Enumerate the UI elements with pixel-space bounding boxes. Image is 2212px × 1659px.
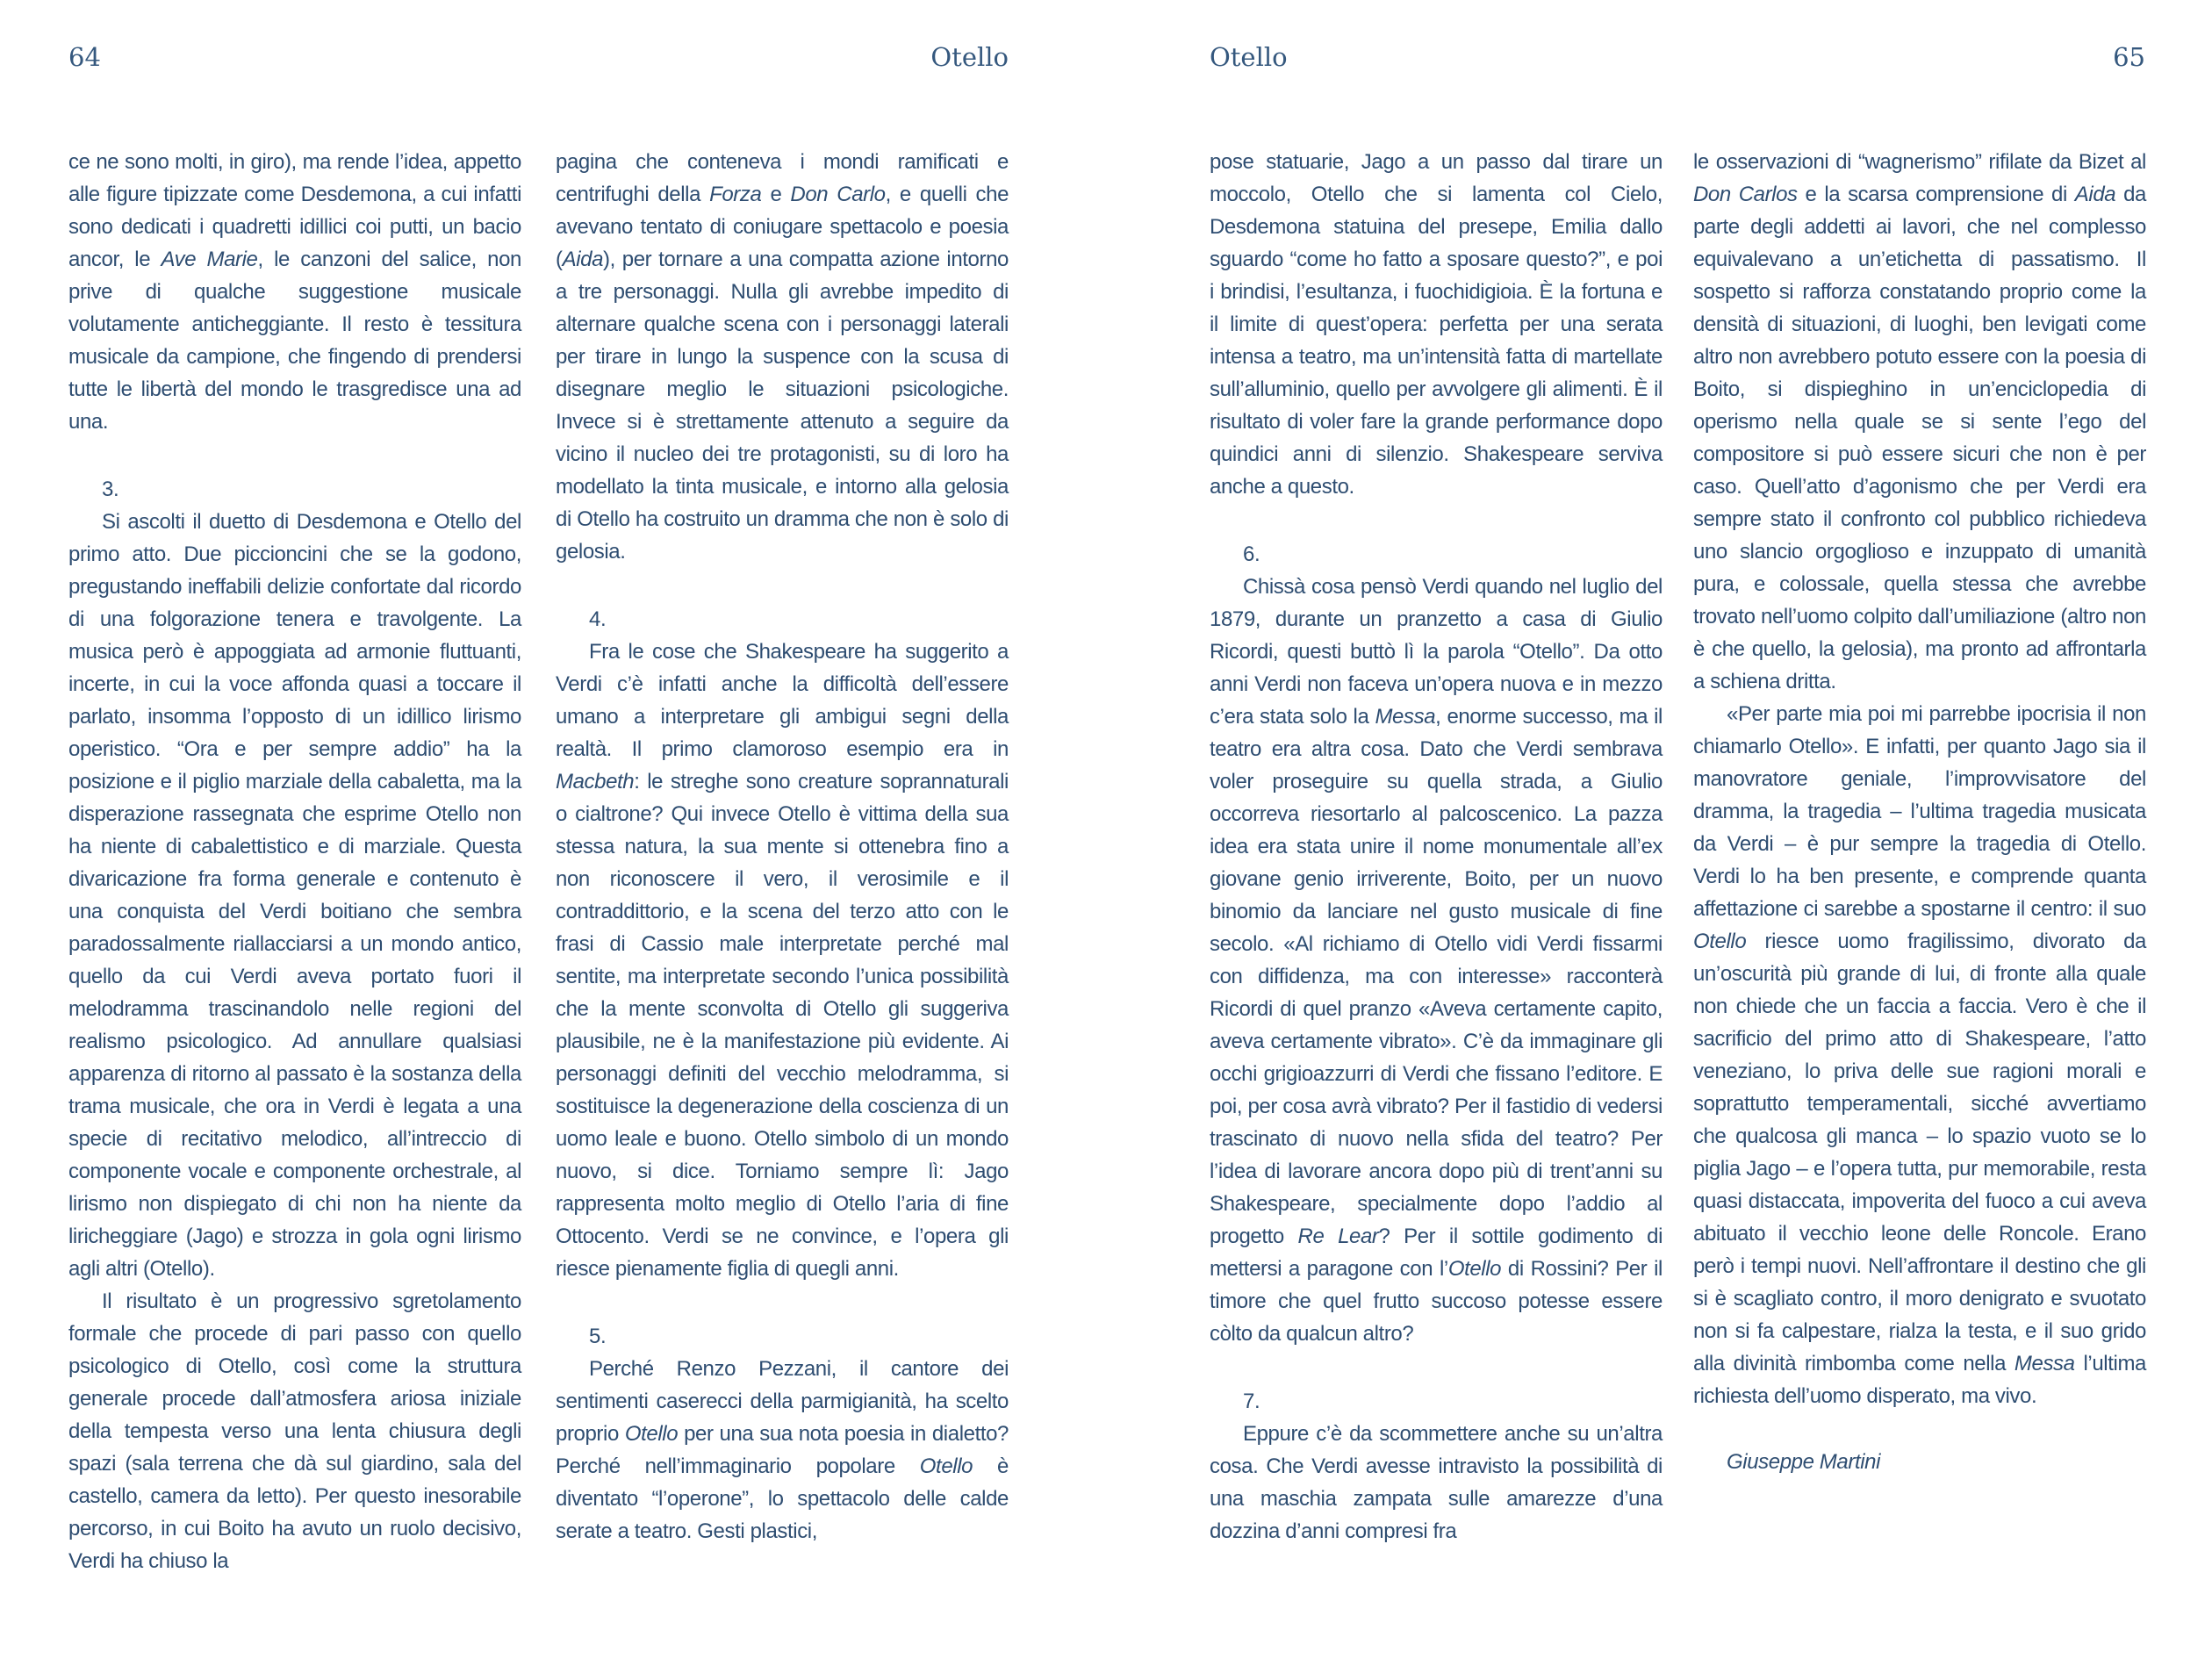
page-number-right: 65 [2113, 42, 2145, 72]
body-paragraph: pagina che conteneva i mondi ramificati e centrifughi della Forza e Don Carlo, e quelli che avevano tentato di coniugare spettacolo e poesia (Aida), per tornare a una compatta azione intorno a tre personaggi. Nulla gli avrebbe impedito di alternare qualche scena con i personaggi laterali per tirare in lungo la suspence con la scusa di disegnare meglio le situazioni psicologiche. Invece si è strettamente attenuto a seguire da vicino il nucleo dei tre protagonisti, su di loro ha modellato la tinta musicale, e intorno alla gelosia di Otello ha costruito un dramma che non è solo di gelosia. [556, 150, 1009, 564]
body-paragraph: Perché Renzo Pezzani, il cantore dei sentimenti caserecci della parmigianità, ha scelto proprio Otello per una sua nota poesia in dialetto? Perché nell’immaginario popolare Otello è diventato “l’operone”, lo spettacolo delle calde serate a teatro. Gesti plastici, [556, 1357, 1009, 1543]
body-paragraph: ce ne sono molti, in giro), ma rende l’idea, appetto alle figure tipizzate come Desdemona, a cui infatti sono dedicati i quadretti idillici coi putti, un bacio ancor, le Ave Marie, le canzoni del salice, non prive di qualche suggestione musicale volutamente anticheggiante. Il resto è tessitura musicale da campione, che fingendo di prendersi tutte le libertà del mondo le trasgredisce una ad una. [68, 150, 521, 434]
text-column-right-page-1 [1210, 146, 1663, 1548]
section-number: 7. [1243, 1390, 1260, 1413]
running-head-right: Otello [1210, 42, 1288, 72]
section-number: 5. [589, 1325, 607, 1348]
running-head-left: Otello [930, 42, 1009, 72]
page-number-left: 64 [68, 42, 101, 72]
body-paragraph: le osservazioni di “wagnerismo” rifilate da Bizet al Don Carlos e la scarsa comprensione di Aida da parte degli addetti ai lavori, che nel complesso equivalevano a un’etichetta di passatismo. Il sospetto si rafforza constatando proprio come la densità di situazioni, di luoghi, ben levigati come altro non avrebbero potuto essere con la poesia di Boito, si dispieghino in un’enciclopedia di operismo nella quale se si sente l’ego del compositore si può essere sicuri che non è per caso. Quell’atto d’agonismo che per Verdi era sempre stato il confronto col pubblico richiedeva uno slancio orgoglioso e inzuppato di umanità pura, e colossale, quella stessa che avrebbe trovato nell’uomo colpito dall’umiliazione (altro non è che quello, la gelosia), ma pronto ad affrontarla a schiena dritta. [1693, 150, 2146, 693]
body-paragraph: Si ascolti il duetto di Desdemona e Otello del primo atto. Due piccioncini che se la godono, pregustando ineffabili delizie confortate dal ricordo di una folgorazione tenera e travolgente. La musica però è appoggiata ad armonie fluttuanti, incerte, in cui la voce affonda quasi a toccare il parlato, insomma l’opposto di un idillico lirismo operistico. “Ora e per sempre addio” ha la posizione e il piglio marziale della cabaletta, ma la disperazione rassegnata che esprime Otello non ha niente di cabalettistico e di marziale. Questa divaricazione fra forma generale e contenuto è una conquista del Verdi boitiano che sembra paradossalmente riallacciarsi a un mondo antico, quello da cui Verdi aveva portato fuori il melodramma trascinandolo nelle regioni del realismo psicologico. Ad annullare qualsiasi apparenza di ritorno al passato è la sostanza della trama musicale, che ora in Verdi è legata a una specie di recitativo melodico, all’intreccio di componente vocale e componente orchestrale, al lirismo non dispiegato di chi non ha niente da liricheggiare (Jago) e strozza in gola ogni lirismo agli altri (Otello). [68, 510, 521, 1281]
body-paragraph: pose statuarie, Jago a un passo dal tirare un moccolo, Otello che si lamenta col Cielo, Desdemona statuina del presepe, Emilia dallo sguardo “come ho fatto a sposare questo?”, e poi i brindisi, l’esultanza, i fuochidigioia. È la fortuna e il limite di quest’opera: perfetta per una serata intensa a teatro, ma un’intensità fatta di martellate sull’alluminio, quello per avvolgere gli alimenti. È il risultato di voler fare la grande performance dopo quindici anni di silenzio. Shakespeare serviva anche a questo. [1210, 150, 1663, 499]
text-column-right-page-2 [1693, 146, 2146, 1478]
section-number: 3. [102, 478, 119, 501]
body-paragraph: Eppure c’è da scommettere anche su un’altra cosa. Che Verdi avesse intravisto la possibilità di una maschia zampata sulle amarezze d’una dozzina d’anni compresi fra [1210, 1422, 1663, 1543]
body-paragraph: Fra le cose che Shakespeare ha suggerito a Verdi c’è infatti anche la difficoltà dell’essere umano a interpretare gli ambigui segni della realtà. Il primo clamoroso esempio era in Macbeth: le streghe sono creature soprannaturali o cialtrone? Qui invece Otello è vittima della sua stessa natura, la sua mente si ottenebra fino a non riconoscere il vero, il verosimile e il contraddittorio, e la scena del terzo atto con le frasi di Cassio male interpretate perché mal sentite, ma interpretate secondo l’unica possibilità che la mente sconvolta di Otello gli suggeriva plausibile, ne è la manifestazione più evidente. Ai personaggi definiti del vecchio melodramma, si sostituisce la degenerazione della coscienza di un uomo leale e buono. Otello simbolo di un mondo nuovo, si dice. Torniamo sempre lì: Jago rappresenta molto meglio di Otello l’aria di fine Ottocento. Verdi se ne convince, e l’opera gli riesce pienamente figlia di quegli anni. [556, 640, 1009, 1281]
body-paragraph: Il risultato è un progressivo sgretolamento formale che procede di pari passo con quello psicologico di Otello, così come la struttura generale procede dall’atmosfera ariosa iniziale della tempesta verso una lenta chiusura degli spazi (sala terrena che dà sul giardino, sala del castello, camera da letto). Per questo inesorabile percorso, in cui Boito ha avuto un ruolo decisivo, Verdi ha chiuso la [68, 1289, 521, 1573]
text-column-left-page-1 [68, 146, 521, 1577]
text-column-left-page-2 [556, 146, 1009, 1548]
body-paragraph: Chissà cosa pensò Verdi quando nel luglio del 1879, durante un pranzetto a casa di Giulio Ricordi, questi buttò lì la parola “Otello”. Da otto anni Verdi non faceva un’opera nuova e in mezzo c’era stata solo la Messa, enorme successo, ma il teatro era altra cosa. Dato che Verdi sembrava voler proseguire su quella strada, a Giulio occorreva riesortarlo al palcoscenico. La pazza idea era stata unire il nome monumentale all’ex giovane genio irriverente, Boito, per un nuovo binomio da lanciare nel gusto musicale di fine secolo. «Al richiamo di Otello vidi Verdi fissarmi con diffidenza, ma con interesse» racconterà Ricordi di quel pranzo «Aveva certamente capito, aveva certamente vibrato». C’è da immaginare gli occhi grigioazzurri di Verdi che fissano l’editore. E poi, per cosa avrà vibrato? Per il fastidio di vedersi trascinato di nuovo nella sfida del teatro? Per l’idea di lavorare ancora dopo più di trent’anni su Shakespeare, specialmente dopo l’addio al progetto Re Lear? Per il sottile godimento di mettersi a paragone con l’Otello di Rossini? Per il timore che quel frutto succoso potesse essere còlto da qualcun altro? [1210, 575, 1663, 1346]
body-paragraph: «Per parte mia poi mi parrebbe ipocrisia il non chiamarlo Otello». E infatti, per quanto Jago sia il manovratore geniale, l’improvvisatore del dramma, la tragedia – l’ultima tragedia musicata da Verdi – è pur sempre la tragedia di Otello. Verdi lo ha ben presente, e comprende quanta affettazione ci sarebbe a spostarne il centro: il suo Otello riesce uomo fragilissimo, divorato da un’oscurità più grande di lui, di fronte alla quale non chiede che un faccia a faccia. Vero è che il sacrificio del primo atto di Shakespeare, l’atto veneziano, lo priva delle sue ragioni morali e soprattutto temperamentali, sicché avvertiamo che qualcosa gli manca – lo spazio vuoto se lo piglia Jago – e l’opera tutta, pur memorabile, resta quasi distaccata, impoverita del fuoco a cui aveva abituato il vecchio leone delle Roncole. Erano però i tempi nuovi. Nell’affrontare il destino che gli si è scagliato contro, il moro denigrato e svuotato non si fa calpestare, rialza la testa, e il suo grido alla divinità rimbomba come nella Messa l’ultima richiesta dell’uomo disperato, ma vivo. [1693, 702, 2146, 1408]
section-number: 4. [589, 607, 607, 631]
section-number: 6. [1243, 542, 1260, 566]
author-signature: Giuseppe Martini [1727, 1450, 1881, 1474]
